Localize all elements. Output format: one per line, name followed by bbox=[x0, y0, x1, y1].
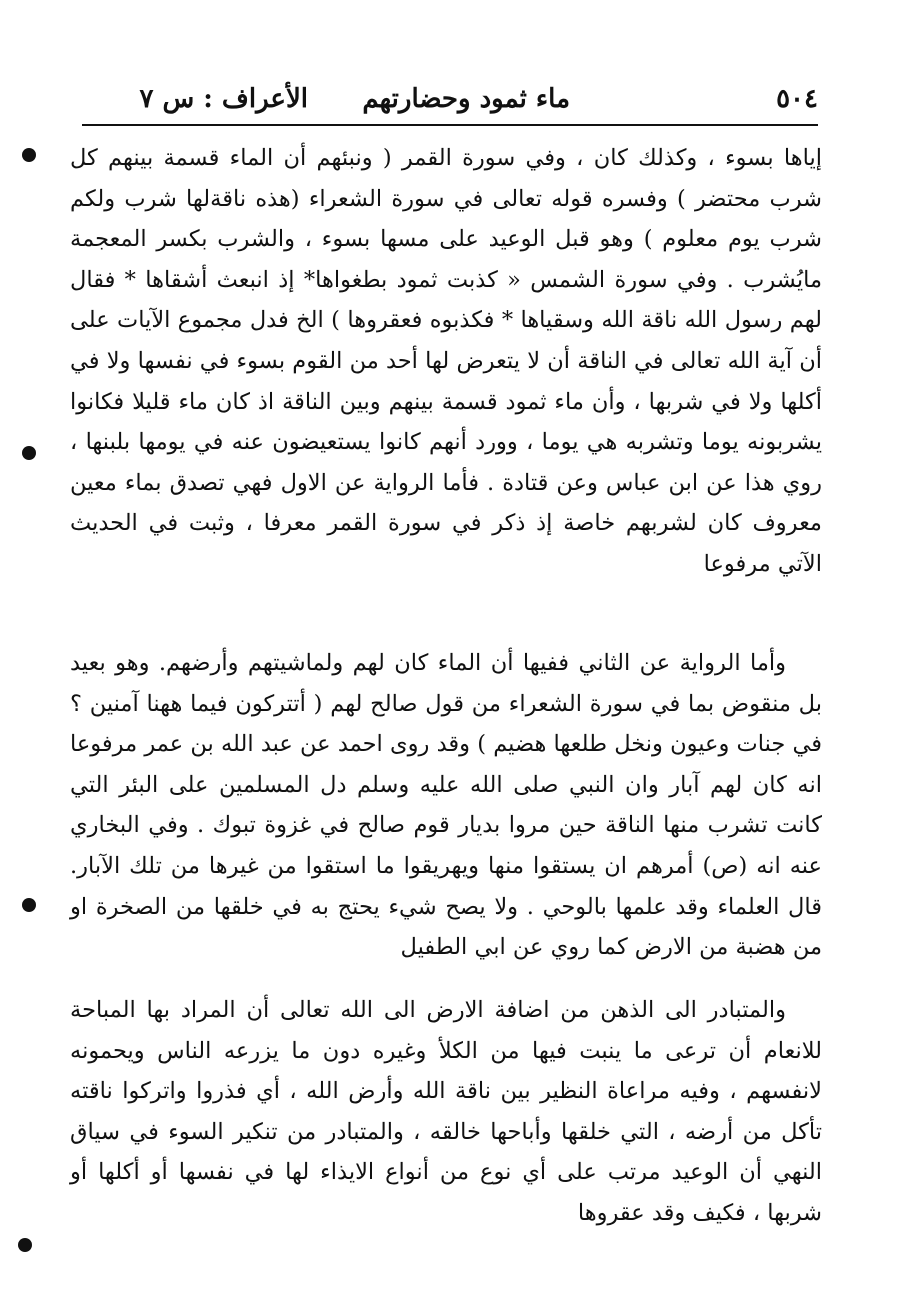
paragraph-gap bbox=[70, 968, 822, 990]
margin-dot-icon bbox=[22, 898, 36, 912]
margin-dot-icon bbox=[22, 148, 36, 162]
page-number: ٥٠٤ bbox=[776, 84, 818, 114]
paragraph-gap bbox=[70, 625, 822, 643]
paragraph-1: إياها بسوء ، وكذلك كان ، وفي سورة القمر ( ونبئهم أن الماء قسمة بينهم كل شرب محتضر ) وفسره قوله تعالى في سورة الشعراء (هذه ناقةلها شرب ولكم شرب يوم معلوم ) وهو قبل الوعيد على مسها بسوء ، والشرب بكسر المعجمة مايُشرب . وفي سورة الشمس « كذبت ثمود بطغواها* إذ انبعث أشقاها * فقال لهم رسول الله ناقة الله وسقياها * فكذبوه فعقروها ) الخ فدل مجموع الآيات على أن آية الله تعالى في الناقة أن لا يتعرض لها أحد من القوم بسوء في نفسها ولا في أكلها ولا في شربها ، وأن ماء ثمود قسمة بينهم وبين الناقة اذ كان ماء قليلا فكانوا يشربونه يوما وتشربه هي يوما ، وورد أنهم كانوا يستعيضون عنه في يومها بلبنها ، روي هذا عن ابن عباس وعن قتادة . فأما الرواية عن الاول فهي تصدق بماء معين معروف كان لشربهم خاصة إذ ذكر في سورة القمر معرفا ، وثبت في الحديث الآتي مرفوعا bbox=[70, 145, 822, 577]
section-reference: الأعراف : س ٧ bbox=[139, 84, 308, 114]
page-header bbox=[80, 78, 818, 122]
header-rule bbox=[82, 124, 818, 126]
paragraph-3: والمتبادر الى الذهن من اضافة الارض الى الله تعالى أن المراد بها المباحة للانعام أن ترعى ما ينبت فيها من الكلأ وغيره دون ما يزرعه الناس ويحمونه لانفسهم ، وفيه مراعاة النظير بين ناقة الله وأرض الله ، أي فذروا واتركوا ناقته تأكل من أرضه ، التي خلقها وأباحها خالقه ، والمتبادر من تنكير السوء في سياق النهي أن الوعيد مرتب على أي نوع من أنواع الايذاء لها في نفسها أو أكلها أو شربها ، فكيف وقد عقروها bbox=[70, 997, 822, 1226]
paragraph-2: وأما الرواية عن الثاني ففيها أن الماء كان لهم ولماشيتهم وأرضهم. وهو بعيد بل منقوض بما في سورة الشعراء من قول صالح لهم ( أتتركون فيما ههنا آمنين ؟ في جنات وعيون ونخل طلعها هضيم ) وقد روى احمد عن عبد الله بن عمر مرفوعا انه كان لهم آبار وان النبي صلى الله عليه وسلم دل المسلمين على البئر التي كانت تشرب منها الناقة حين مروا بديار قوم صالح في غزوة تبوك . وفي البخاري عنه انه (ص) أمرهم ان يستقوا منها ويهريقوا ما استقوا من غيرها من تلك الآبار. قال العلماء وقد علمها بالوحي . ولا يصح شيء يحتج به في خلقها من الصخرة او من هضبة من الارض كما روي عن ابي الطفيل bbox=[70, 650, 822, 961]
body-text bbox=[70, 138, 822, 1234]
running-title: ماء ثمود وحضارتهم bbox=[362, 84, 570, 114]
margin-dot-icon bbox=[18, 1238, 32, 1252]
margin-dot-icon bbox=[22, 446, 36, 460]
